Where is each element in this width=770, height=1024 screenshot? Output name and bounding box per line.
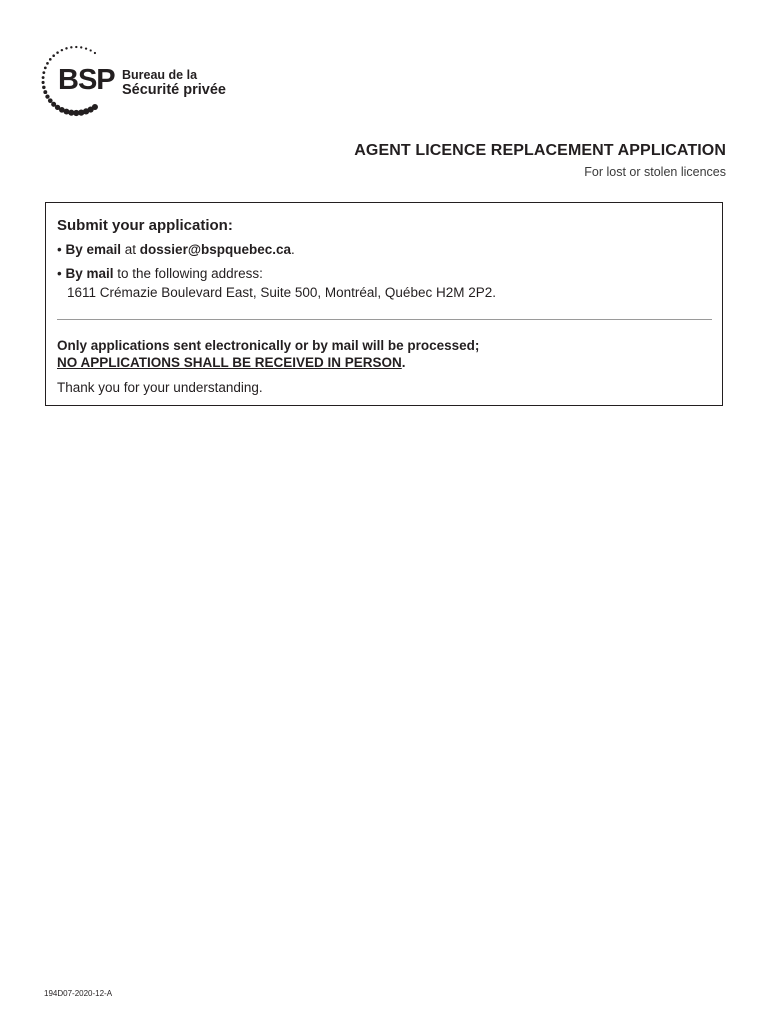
- submission-heading: Submit your application:: [57, 217, 233, 234]
- email-address[interactable]: dossier@bspquebec.ca: [139, 242, 292, 257]
- logo-dot: [42, 71, 45, 74]
- logo-dot: [42, 76, 45, 79]
- logo-dot: [90, 49, 92, 51]
- email-instruction: [57, 242, 295, 257]
- email-label: By email: [65, 242, 122, 257]
- divider: [57, 319, 712, 320]
- logo-dot: [92, 104, 98, 110]
- processing-notice: Only applications sent electronically or by mail will be processed;: [57, 338, 480, 353]
- mailing-address: 1611 Crémazie Boulevard East, Suite 500, Montréal, Québec H2M 2P2.: [67, 285, 496, 300]
- logo-dot: [65, 47, 67, 49]
- logo-dot: [52, 54, 55, 57]
- logo-text-line1: Bureau de la: [122, 68, 198, 82]
- logo-dot: [75, 46, 77, 48]
- mail-connector: to the following address:: [113, 266, 263, 281]
- bullet: •: [57, 242, 62, 257]
- email-connector: at: [121, 242, 140, 257]
- logo-dot: [70, 46, 72, 48]
- logo-dot: [45, 94, 49, 98]
- logo-dot: [48, 98, 53, 103]
- bullet: •: [57, 266, 62, 281]
- logo-acronym: BSP: [58, 64, 115, 96]
- email-end: .: [291, 242, 295, 257]
- logo-dot: [42, 81, 45, 84]
- submission-info-box: [45, 202, 723, 406]
- bsp-logo: [38, 42, 238, 122]
- logo-dot: [43, 90, 47, 94]
- thanks-text: Thank you for your understanding.: [57, 380, 263, 395]
- logo-dot: [80, 46, 82, 48]
- logo-dot: [56, 51, 59, 54]
- logo-dot: [49, 58, 52, 61]
- logo-dot: [42, 86, 45, 89]
- in-person-notice: [57, 355, 406, 370]
- in-person-end: .: [401, 355, 406, 370]
- logo-dot: [94, 52, 96, 54]
- logo-dot: [85, 47, 87, 49]
- logo-dot: [61, 49, 63, 51]
- logo-dot: [46, 62, 49, 65]
- mail-instruction: [57, 266, 263, 281]
- form-code: 194D07-2020-12-A: [44, 989, 113, 998]
- logo-text-line2: Sécurité privée: [122, 82, 226, 98]
- in-person-warning: NO APPLICATIONS SHALL BE RECEIVED IN PERSON: [57, 355, 402, 370]
- mail-label: By mail: [65, 266, 114, 281]
- page-subtitle: For lost or stolen licences: [584, 165, 726, 179]
- page-title: AGENT LICENCE REPLACEMENT APPLICATION: [354, 142, 726, 159]
- logo-dot: [44, 67, 47, 70]
